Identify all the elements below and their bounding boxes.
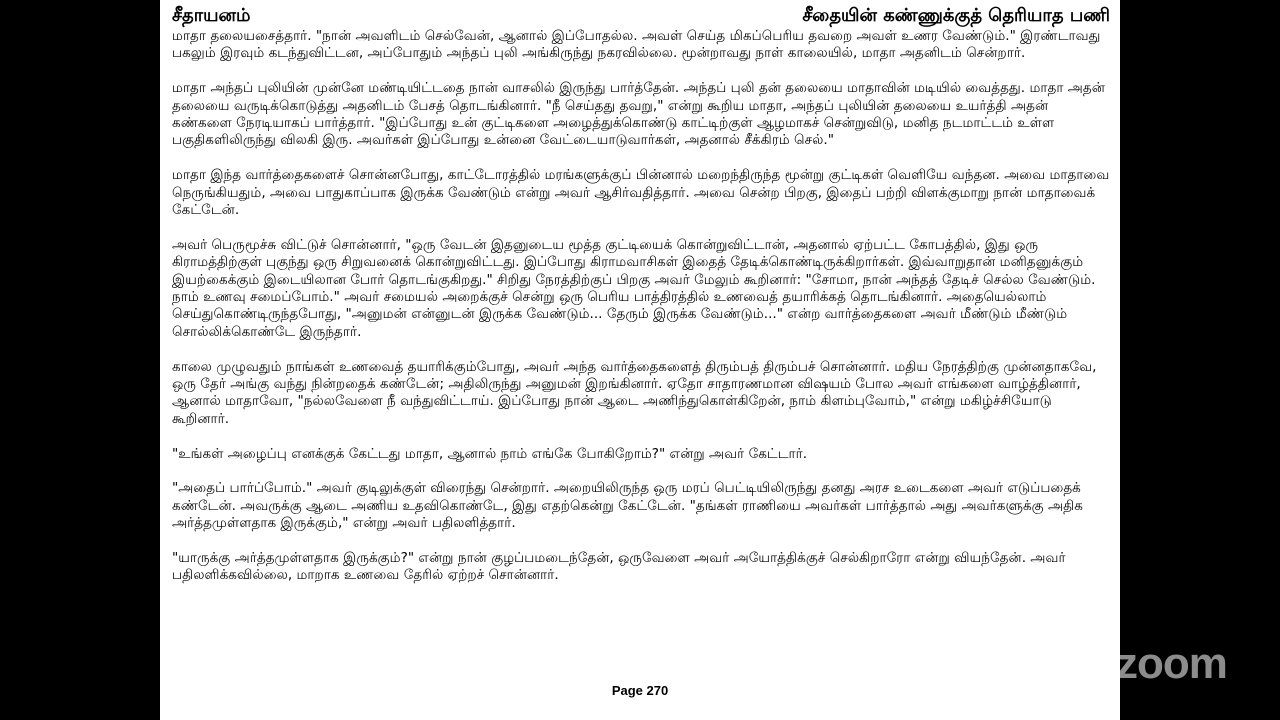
left-letterbox	[0, 0, 160, 720]
paragraph: மாதா அந்தப் புலியின் முன்னே மண்டியிட்டதை நான் வாசலில் இருந்து பார்த்தேன். அந்தப் புலி தன் தலையை மாதாவின் மடியில் வைத்தது. மாதா அதன் தலையை வருடிக்கொடுத்து அதனிடம் பேசத் தொடங்கினார். "நீ செய்தது தவறு," என்று கூறிய மாதா, அந்தப் புலியின் தலையை உயர்த்தி அதன் கண்களை நேரடியாகப் பார்த்தார். "இப்போது உன் குட்டிகளை அழைத்துக்கொண்டு காட்டிற்குள் ஆழமாகச் சென்றுவிடு, மனித நடமாட்டம் உள்ள பகுதிகளிலிருந்து விலகி இரு. அவர்கள் இப்போது உன்னை வேட்டையாடுவார்கள், அதனால் சீக்கிரம் செல்."	[172, 80, 1105, 149]
document-page	[160, 0, 1120, 720]
zoom-watermark	[1096, 638, 1232, 690]
paragraph: மாதா தலையசைத்தார். "நான் அவளிடம் செல்வேன், ஆனால் இப்போதல்ல. அவள் செய்த மிகப்பெரிய தவறை அவள் உணர வேண்டும்." இரண்டாவது பகலும் இரவும் கடந்துவிட்டன, அப்போதும் அந்தப் புலி அங்கிருந்து நகரவில்லை. மூன்றாவது நாள் காலையில், மாதா அதனிடம் சென்றார்.	[172, 28, 1101, 62]
paragraph: "உங்கள் அழைப்பு எனக்குக் கேட்டது மாதா, ஆனால் நாம் எங்கே போகிறோம்?" என்று அவர் கேட்டார்.	[172, 445, 808, 462]
page-body	[172, 28, 1110, 585]
book-title: சீதாயனம்	[172, 5, 251, 26]
paragraph: அவர் பெருமூச்சு விட்டுச் சொன்னார், "ஒரு வேடன் இதனுடைய மூத்த குட்டியைக் கொன்றுவிட்டான், அதனால் ஏற்பட்ட கோபத்தில், இது ஒரு கிராமத்திற்குள் புகுந்து ஒரு சிறுவனைக் கொன்றுவிட்டது. இப்போது கிராமவாசிகள் இதைத் தேடிக்கொண்டிருக்கிறார்கள். இவ்வாறுதான் மனிதனுக்கும் இயற்கைக்கும் இடையிலான போர் தொடங்குகிறது." சிறிது நேரத்திற்குப் பிறகு அவர் மேலும் கூறினார்: "சோமா, நான் அந்தத் தேடிச் செல்ல வேண்டும். நாம் உணவு சமைப்போம்." அவர் சமையல் அறைக்குச் சென்று ஒரு பெரிய பாத்திரத்தில் உணவைத் தயாரிக்கத் தொடங்கினார். அதையெல்லாம் செய்துகொண்டிருந்தபோது, "அனுமன் என்னுடன் இருக்க வேண்டும்... தேரும் இருக்க வேண்டும்..." என்ற வார்த்தைகளை அவர் மீண்டும் மீண்டும் சொல்லிக்கொண்டே இருந்தார்.	[172, 236, 1096, 340]
chapter-title: சீதையின் கண்ணுக்குத் தெரியாத பணி	[802, 5, 1110, 26]
page-number: Page 270	[611, 683, 669, 698]
right-letterbox	[1120, 0, 1280, 720]
page-header	[172, 2, 1110, 28]
paragraph: காலை முழுவதும் நாங்கள் உணவைத் தயாரிக்கும்போது, அவர் அந்த வார்த்தைகளைத் திரும்பத் திரும்பச் சொன்னார். மதிய நேரத்திற்கு முன்னதாகவே, ஒரு தேர் அங்கு வந்து நின்றதைக் கண்டேன்; அதிலிருந்து அனுமன் இறங்கினார். ஏதோ சாதாரணமான விஷயம் போல அவர் எங்களை வாழ்த்தினார், ஆனால் மாதாவோ, "நல்லவேளை நீ வந்துவிட்டாய். இப்போது நான் ஆடை அணிந்துகொள்கிறேன், நாம் கிளம்புவோம்," என்று மகிழ்ச்சியோடு கூறினார்.	[172, 358, 1097, 427]
zoom-logo-icon	[1096, 656, 1112, 672]
paragraph: "அதைப் பார்ப்போம்." அவர் குடிலுக்குள் விரைந்து சென்றார். அறையிலிருந்த ஒரு மரப் பெட்டியிலிருந்து தனது அரச உடைகளை அவர் எடுப்பதைக் கண்டேன். அவருக்கு ஆடை அணிய உதவிகொண்டே, இது எதற்கென்று கேட்டேன். "தங்கள் ராணியை அவர்கள் பார்த்தால் அது அவர்களுக்கு அதிக அர்த்தமுள்ளதாக இருக்கும்," என்று அவர் பதிலளித்தார்.	[172, 480, 1083, 532]
paragraph: "யாருக்கு அர்த்தமுள்ளதாக இருக்கும்?" என்று நான் குழப்பமடைந்தேன், ஒருவேளை அவர் அயோத்திக்குச் செல்கிறாரோ என்று வியந்தேன். அவர் பதிலளிக்கவில்லை, மாறாக உணவை தேரில் ஏற்றச் சொன்னார்.	[172, 550, 1066, 584]
paragraph: மாதா இந்த வார்த்தைகளைச் சொன்னபோது, காட்டோரத்தில் மரங்களுக்குப் பின்னால் மறைந்திருந்த மூன்று குட்டிகள் வெளியே வந்தன. அவை மாதாவை நெருங்கியதும், அவை பாதுகாப்பாக இருக்க வேண்டும் என்று அவர் ஆசிர்வதித்தார். அவை சென்ற பிறகு, இதைப் பற்றி விளக்குமாறு நான் மாதாவைக் கேட்டேன்.	[172, 167, 1110, 219]
zoom-brand-text: zoom	[1116, 639, 1227, 688]
